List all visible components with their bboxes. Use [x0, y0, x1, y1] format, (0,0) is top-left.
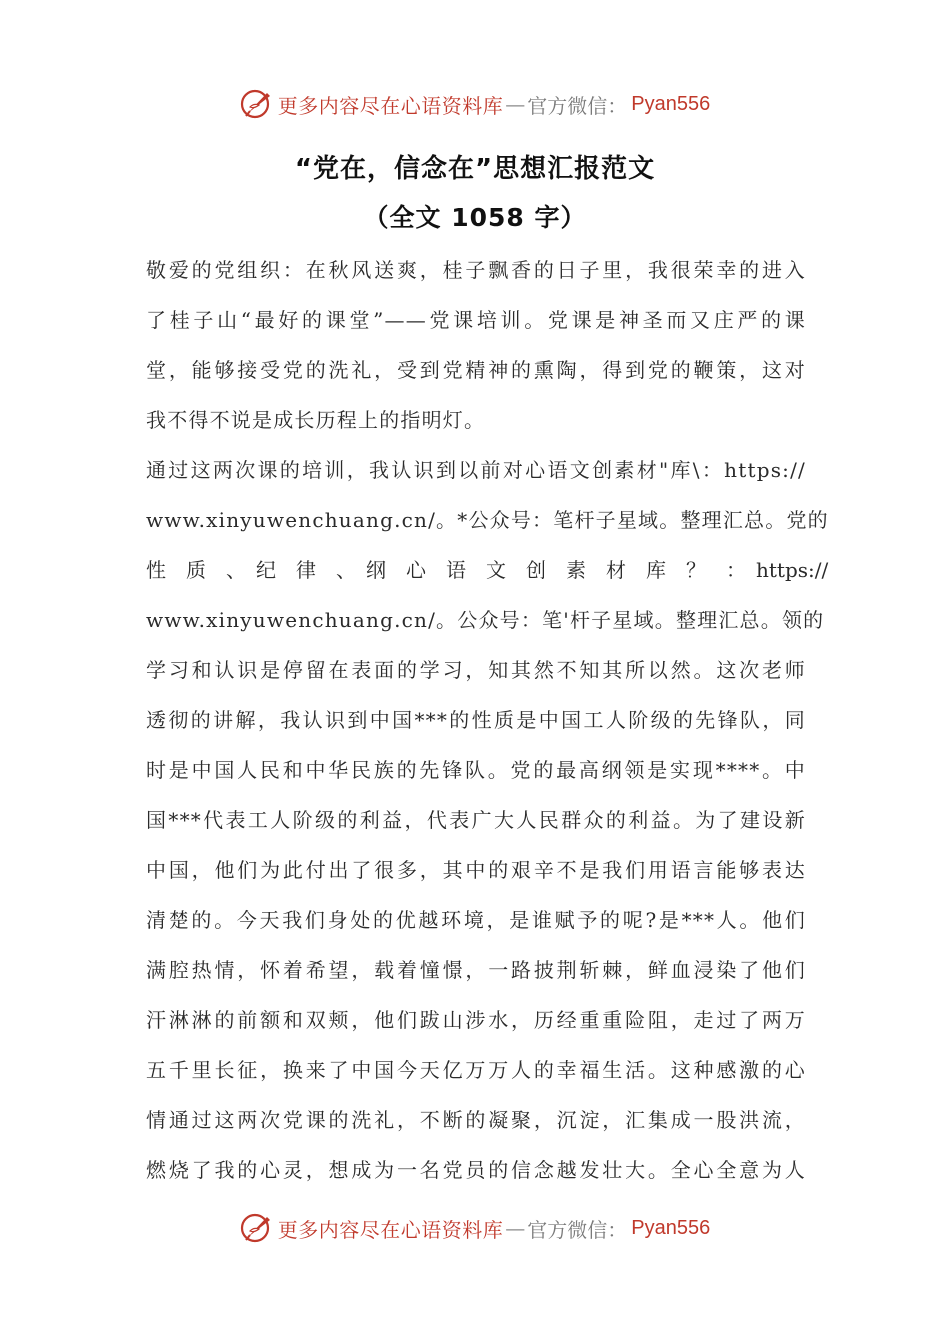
body-line: 清楚的。今天我们身处的优越环境，是谁赋予的呢?是***人。他们 [146, 908, 806, 932]
watermark-wechat-id: Pyan556 [631, 92, 711, 115]
body-line: 敬爱的党组织：在秋风送爽，桂子飘香的日子里，我很荣幸的进入 [146, 258, 806, 282]
document-body [146, 250, 829, 1200]
body-line: 透彻的讲解，我认识到中国***的性质是中国工人阶级的先锋队，同 [146, 708, 806, 732]
body-line: 情通过这两次党课的洗礼，不断的凝聚，沉淀，汇集成一股洪流， [146, 1108, 806, 1132]
watermark-main-text: 更多内容尽在心语资料库 [277, 93, 504, 118]
body-line: www.xinyuwenchuang.cn/。公众号：笔'杆子星域。整理汇总。领的 [146, 608, 825, 632]
body-line: 中国，他们为此付出了很多，其中的艰辛不是我们用语言能够表达 [146, 858, 806, 882]
document-title: “党在，信念在”思想汇报范文 [294, 154, 656, 184]
watermark-official-label: 官方微信： [527, 1217, 628, 1242]
body-line: 我不得不说是成长历程上的指明灯。 [146, 408, 486, 432]
watermark-dash: — [505, 92, 526, 116]
body-line: 学习和认识是停留在表面的学习，知其然不知其所以然。这次老师 [146, 658, 806, 682]
body-line: 时是中国人民和中华民族的先锋队。党的最高纲领是实现****。中 [146, 758, 806, 782]
quill-logo-icon [240, 87, 274, 121]
body-line: 燃烧了我的心灵，想成为一名党员的信念越发壮大。全心全意为人 [146, 1158, 806, 1182]
watermark-main-text: 更多内容尽在心语资料库 [277, 1217, 504, 1242]
body-line: 五千里长征，换来了中国今天亿万万人的幸福生活。这种感激的心 [146, 1058, 806, 1082]
body-line: 国***代表工人阶级的利益，代表广大人民群众的利益。为了建设新 [146, 808, 806, 832]
body-line: 堂，能够接受党的洗礼，受到党精神的熏陶，得到党的鞭策，这对 [146, 358, 806, 382]
body-line: 了桂子山“最好的课堂”——党课培训。党课是神圣而又庄严的课 [146, 308, 806, 332]
watermark-dash: — [505, 1216, 526, 1240]
body-line: 性 质 、 纪 律 、 纲 心 语 文 创 素 材 库 ？ ： https:// [146, 558, 829, 582]
body-line: www.xinyuwenchuang.cn/。*公众号：笔杆子星域。整理汇总。党的 [146, 508, 829, 532]
body-line: 汗淋淋的前额和双颊，他们跋山涉水，历经重重险阻，走过了两万 [146, 1008, 806, 1032]
body-line: 通过这两次课的培训，我认识到以前对心语文创素材"库\：https:// [146, 458, 806, 482]
watermark-official-label: 官方微信： [527, 93, 628, 118]
watermark-wechat-id: Pyan556 [631, 1216, 711, 1239]
quill-logo-icon [240, 1211, 274, 1245]
footer-watermark [0, 1208, 950, 1248]
header-watermark [0, 84, 950, 124]
body-line: 满腔热情，怀着希望，载着憧憬，一路披荆斩棘，鲜血浸染了他们 [146, 958, 806, 982]
document-subtitle: （全文 1058 字） [363, 203, 587, 232]
